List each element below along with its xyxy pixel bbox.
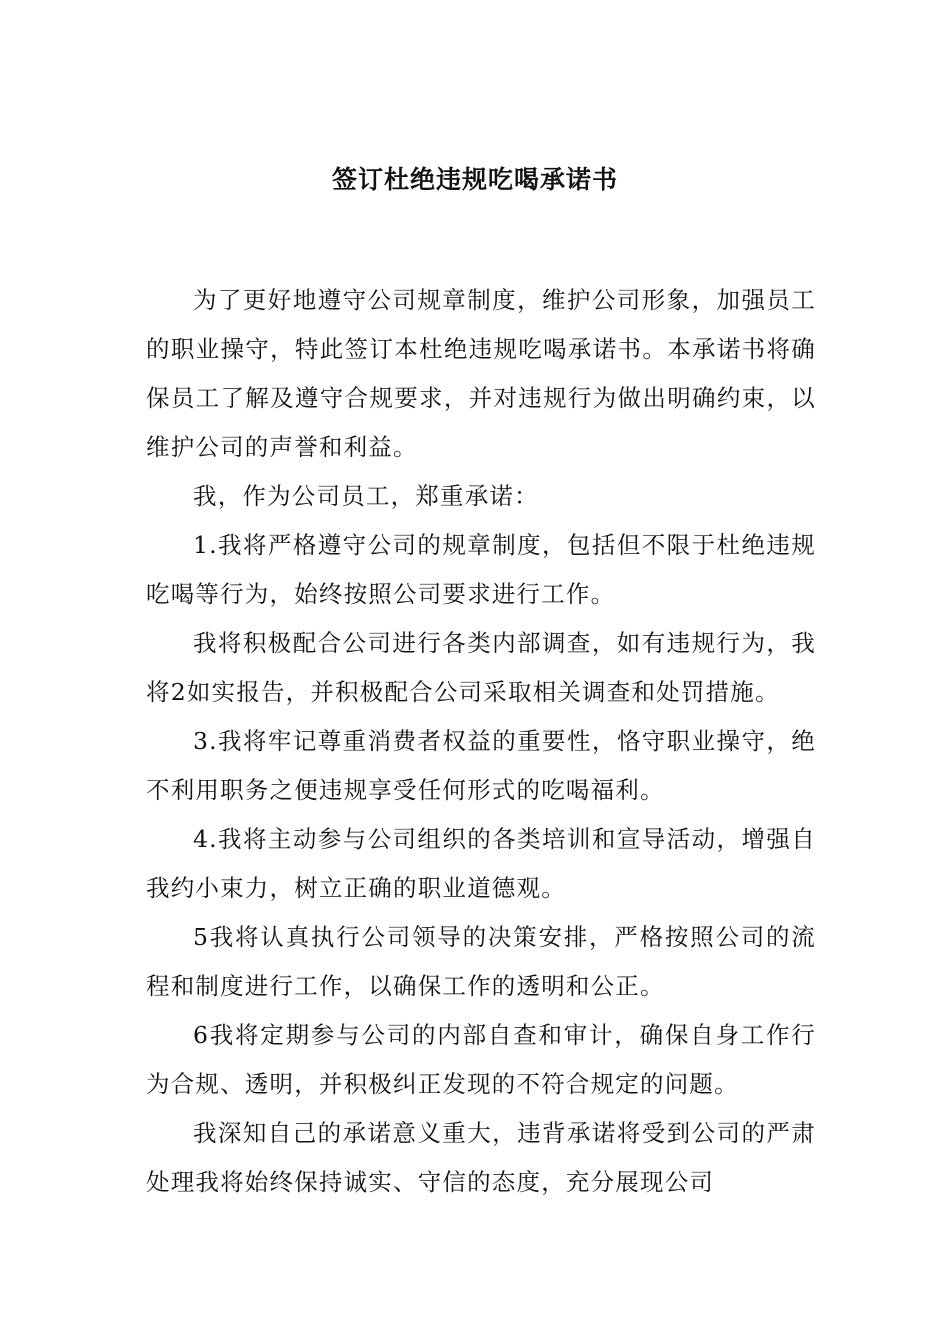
paragraph-item-2: 我将积极配合公司进行各类内部调查，如有违规行为，我将2如实报告，并积极配合公司采取相关调查和处罚措施。 [146,629,816,706]
document-body [146,276,816,1207]
paragraph-item-6: 6我将定期参与公司的内部自查和审计，确保自身工作行为合规、透明，并积极纠正发现的不符合规定的问题。 [146,1021,816,1098]
paragraph-intro: 为了更好地遵守公司规章制度，维护公司形象，加强员工的职业操守，特此签订本杜绝违规吃喝承诺书。本承诺书将确保员工了解及遵守合规要求，并对违规行为做出明确约束，以维护公司的声誉和利益。 [146,286,816,461]
paragraph-item-3: 3.我将牢记尊重消费者权益的重要性，恪守职业操守，绝不利用职务之便违规享受任何形式的吃喝福利。 [146,727,816,804]
paragraph-pledge-lead: 我，作为公司员工，郑重承诺： [193,482,539,510]
paragraph-closing: 我深知自己的承诺意义重大，违背承诺将受到公司的严肃处理我将始终保持诚实、守信的态度，充分展现公司 [146,1119,816,1196]
document-title: 签订杜绝违规吃喝承诺书 [331,165,618,194]
paragraph-item-5: 5我将认真执行公司领导的决策安排，严格按照公司的流程和制度进行工作，以确保工作的透明和公正。 [146,923,816,1000]
paragraph-item-1: 1.我将严格遵守公司的规章制度，包括但不限于杜绝违规吃喝等行为，始终按照公司要求进行工作。 [146,531,816,608]
paragraph-item-4: 4.我将主动参与公司组织的各类培训和宣导活动，增强自我约小束力，树立正确的职业道德观。 [146,825,816,902]
